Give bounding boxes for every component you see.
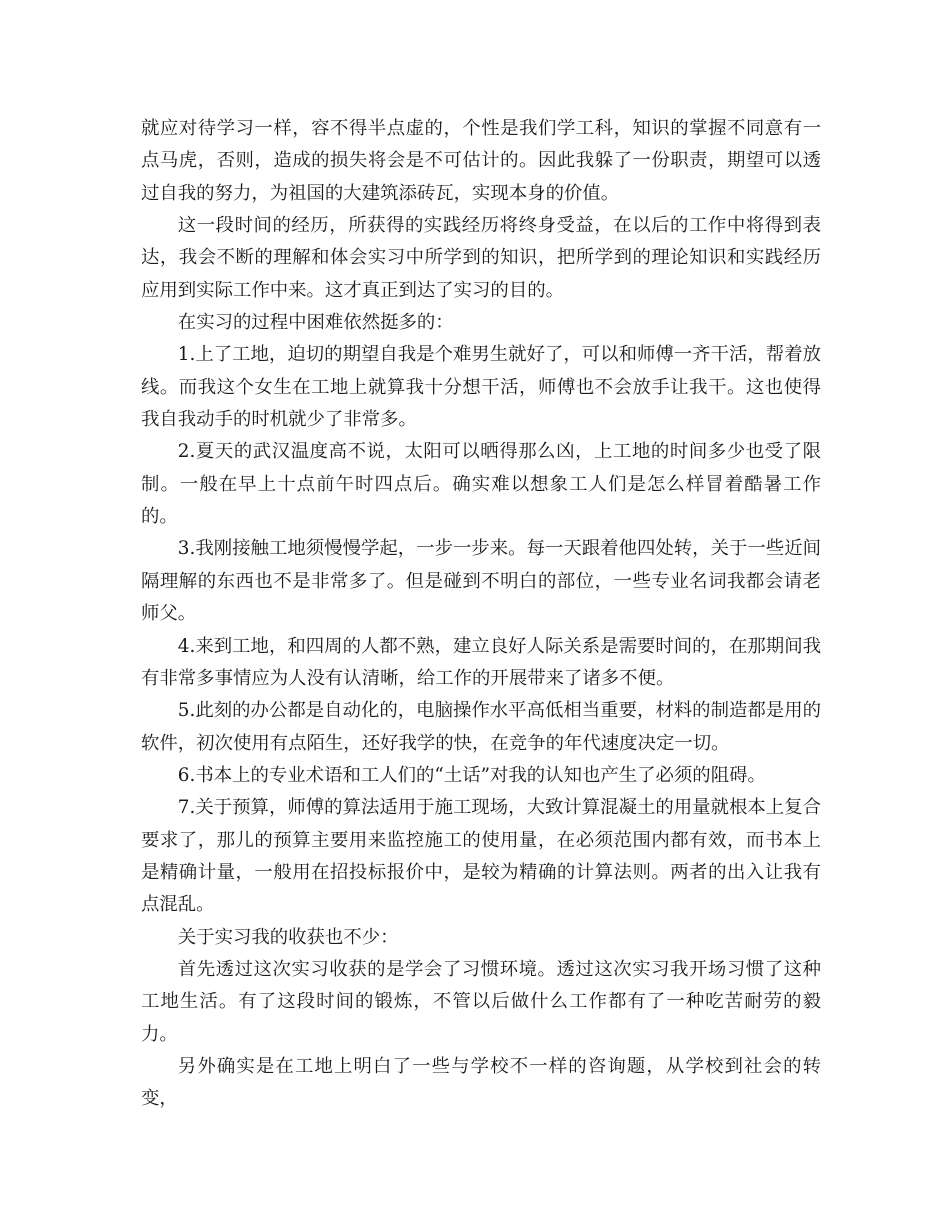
list-item-5: 5.此刻的办公都是自动化的，电脑操作水平高低相当重要，材料的制造都是用的软件，初次使用有点陌生，还好我学的快，在竞争的年代速度决定一切。	[141, 700, 821, 754]
list-item-6: 6.书本上的专业术语和工人们的“土话”对我的认知也产生了必须的阻碍。	[177, 764, 766, 786]
list-item-3: 3.我刚接触工地须慢慢学起，一步一步来。每一天跟着他四处转，关于一些近间隔理解的东西也不是非常多了。但是碰到不明白的部位，一些专业名词我都会请老师父。	[141, 538, 821, 625]
list-item-2: 2.夏天的武汉温度高不说，太阳可以晒得那么凶，上工地的时间多少也受了限制。一般在早上十点前午时四点后。确实难以想象工人们是怎么样冒着酷暑工作的。	[141, 441, 821, 528]
paragraph-4: 关于实习我的收获也不少：	[177, 926, 399, 948]
paragraph-3: 在实习的过程中困难依然挺多的：	[177, 312, 454, 334]
paragraph-2: 这一段时间的经历，所获得的实践经历将终身受益，在以后的工作中将得到表达，我会不断的理解和体会实习中所学到的知识，把所学到的理论知识和实践经历应用到实际工作中来。这才真正到达了实习的目的。	[141, 215, 821, 301]
list-item-7: 7.关于预算，师傅的算法适用于施工现场，大致计算混凝土的用量就根本上复合要求了，那儿的预算主要用来监控施工的使用量，在必须范围内都有效，而书本上是精确计量，一般用在招投标报价中，是较为精确的计算法则。两者的出入让我有点混乱。	[141, 797, 821, 916]
list-item-4: 4.来到工地，和四周的人都不熟，建立良好人际关系是需要时间的，在那期间我有非常多事情应为人没有认清晰，给工作的开展带来了诸多不便。	[141, 635, 821, 689]
list-item-1: 1.上了工地，迫切的期望自我是个难男生就好了，可以和师傅一齐干活，帮着放线。而我这个女生在工地上就算我十分想干活，师傅也不会放手让我干。这也使得我自我动手的时机就少了非常多。	[141, 344, 821, 431]
document-body	[141, 113, 821, 1116]
paragraph-6: 另外确实是在工地上明白了一些与学校不一样的咨询题，从学校到社会的转变，	[141, 1055, 821, 1110]
paragraph-5: 首先透过这次实习收获的是学会了习惯环境。透过这次实习我开场习惯了这种工地生活。有了这段时间的锻炼，不管以后做什么工作都有了一种吃苦耐劳的毅力。	[141, 958, 821, 1045]
paragraph-1: 就应对待学习一样，容不得半点虚的，个性是我们学工科，知识的掌握不同意有一点马虎，否则，造成的损失将会是不可估计的。因此我躲了一份职责，期望可以透过自我的努力，为祖国的大建筑添砖瓦，实现本身的价值。	[141, 118, 821, 204]
